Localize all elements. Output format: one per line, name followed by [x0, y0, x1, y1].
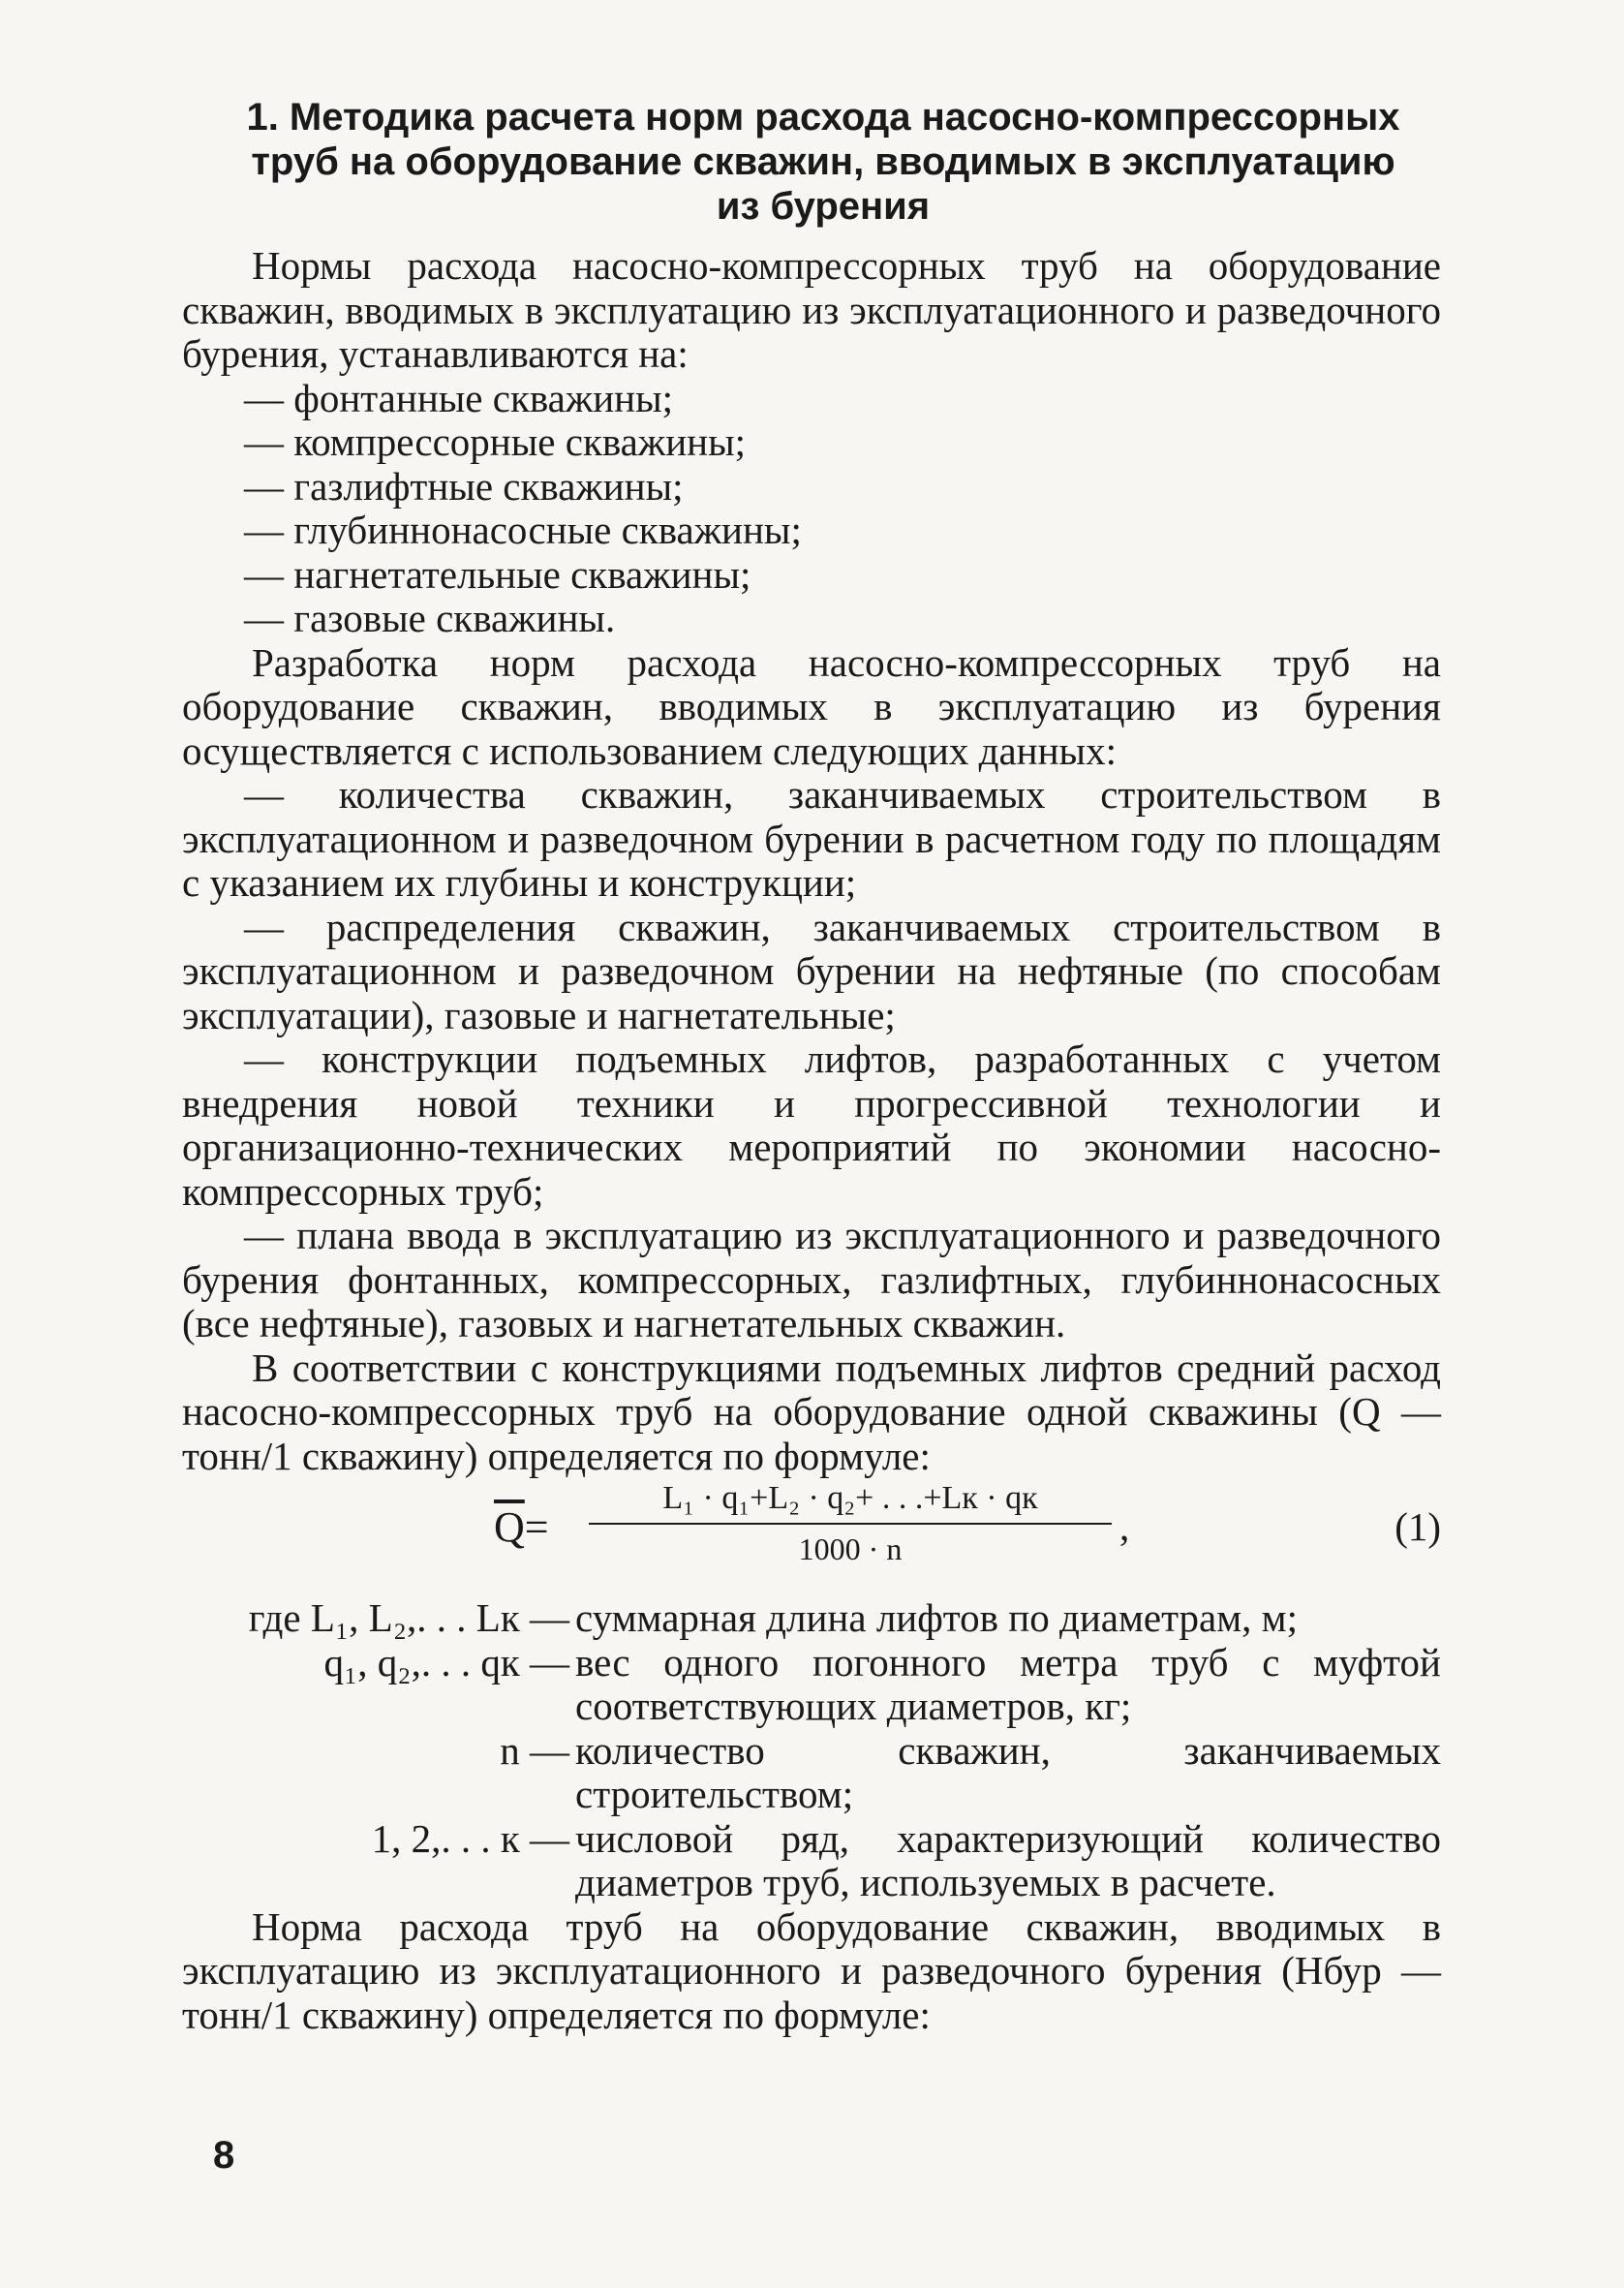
well-type-item: — нагнетательные скважины; [244, 551, 751, 597]
well-type-item: — фонтанные скважины; [244, 375, 674, 420]
formula-number: (1) [1394, 1504, 1441, 1549]
definition-text: числовой ряд, характеризующий количество диаметров труб, используемых в расчете. [575, 1815, 1441, 1904]
data-item: — распределения скважин, заканчиваемых строительством в эксплуатационном и разведочном бурении на нефтяные (по способам эксплуатации), газовые и нагнетательные; [182, 904, 1441, 1037]
definition-text: вес одного погонного метра труб с муфтой соответствующих диаметров, кг; [575, 1639, 1441, 1728]
formula-q-symbol: $\overline{Q}$ [494, 1503, 525, 1551]
data-item: — конструкции подъемных лифтов, разработанных с учетом внедрения новой техники и прогрессивной технологии и организационно-технических мероприятий по экономии насосно-компрессорных труб; [182, 1036, 1441, 1214]
definition-row [182, 1596, 1441, 1641]
definition-symbol: 1, 2,. . . к — [371, 1815, 569, 1861]
formula-lhs [494, 1505, 549, 1550]
formula-fraction [589, 1478, 1112, 1571]
well-type-item: — газовые скважины. [244, 596, 616, 640]
heading-line-3: из бурения [716, 185, 931, 228]
data-item: — плана ввода в эксплуатацию из эксплуатационного и разведочного бурения фонтанных, компрессорных, газлифтных, глубиннонасосных (все нефтяные), газовых и нагнетательных скважин. [182, 1213, 1441, 1345]
formula-numerator: L₁ · q₁+L₂ · q₂+ . . .+Lк · qк [589, 1478, 1112, 1525]
definition-row [182, 1817, 1441, 1905]
heading-line-2: труб на оборудование скважин, вводимых в эксплуатацию [251, 140, 1395, 183]
formula-1 [182, 1478, 1441, 1596]
definition-row [182, 1729, 1441, 1817]
intro-paragraph: Нормы расхода насосно-компрессорных труб на оборудование скважин, вводимых в эксплуатацию из эксплуатационного и разведочного бурения, устанавливаются на: [182, 243, 1441, 376]
definition-text: количество скважин, заканчиваемых строительством; [575, 1727, 1441, 1816]
definition-row [182, 1641, 1441, 1729]
definition-text: суммарная длина лифтов по диаметрам, м; [575, 1595, 1299, 1640]
definition-symbol: где L₁, L₂,. . . Lк — [248, 1595, 569, 1640]
definition-symbol: q₁, q₂,. . . qк — [323, 1639, 569, 1685]
formula-comma: , [1119, 1504, 1130, 1549]
heading-line-1: 1. Методика расчета норм расхода насосно-компрессорных [246, 96, 1400, 139]
definition-symbol: n — [500, 1727, 569, 1773]
data-item: — количества скважин, заканчиваемых строительством в эксплуатационном и разведочном бурении в расчетном году по площадям с указанием их глубины и конструкции; [182, 772, 1441, 905]
definitions [182, 1596, 1441, 1905]
well-type-item: — газлифтные скважины; [244, 463, 684, 509]
body-text [182, 244, 1441, 2037]
well-type-item: — глубиннонасосные скважины; [244, 508, 802, 552]
formula-denominator: 1000 · n [798, 1531, 903, 1566]
development-paragraph: Разработка норм расхода насосно-компрессорных труб на оборудование скважин, вводимых в эксплуатацию из бурения осуществляется с использованием следующих данных: [182, 639, 1441, 773]
well-type-item: — компрессорные скважины; [244, 419, 747, 464]
norm-paragraph: Норма расхода труб на оборудование скважин, вводимых в эксплуатацию из эксплуатационного и разведочного бурения (Hбур — тонн/1 скважину) определяется по формуле: [182, 1903, 1441, 2037]
section-heading [194, 95, 1453, 229]
accordance-paragraph: В соответствии с конструкциями подъемных лифтов средний расход насосно-компрессорных труб на оборудование одной скважины (Q — тонн/1 скважину) определяется по формуле: [182, 1345, 1441, 1478]
formula-equals: = [524, 1503, 549, 1551]
page-number: 8 [213, 2134, 235, 2177]
